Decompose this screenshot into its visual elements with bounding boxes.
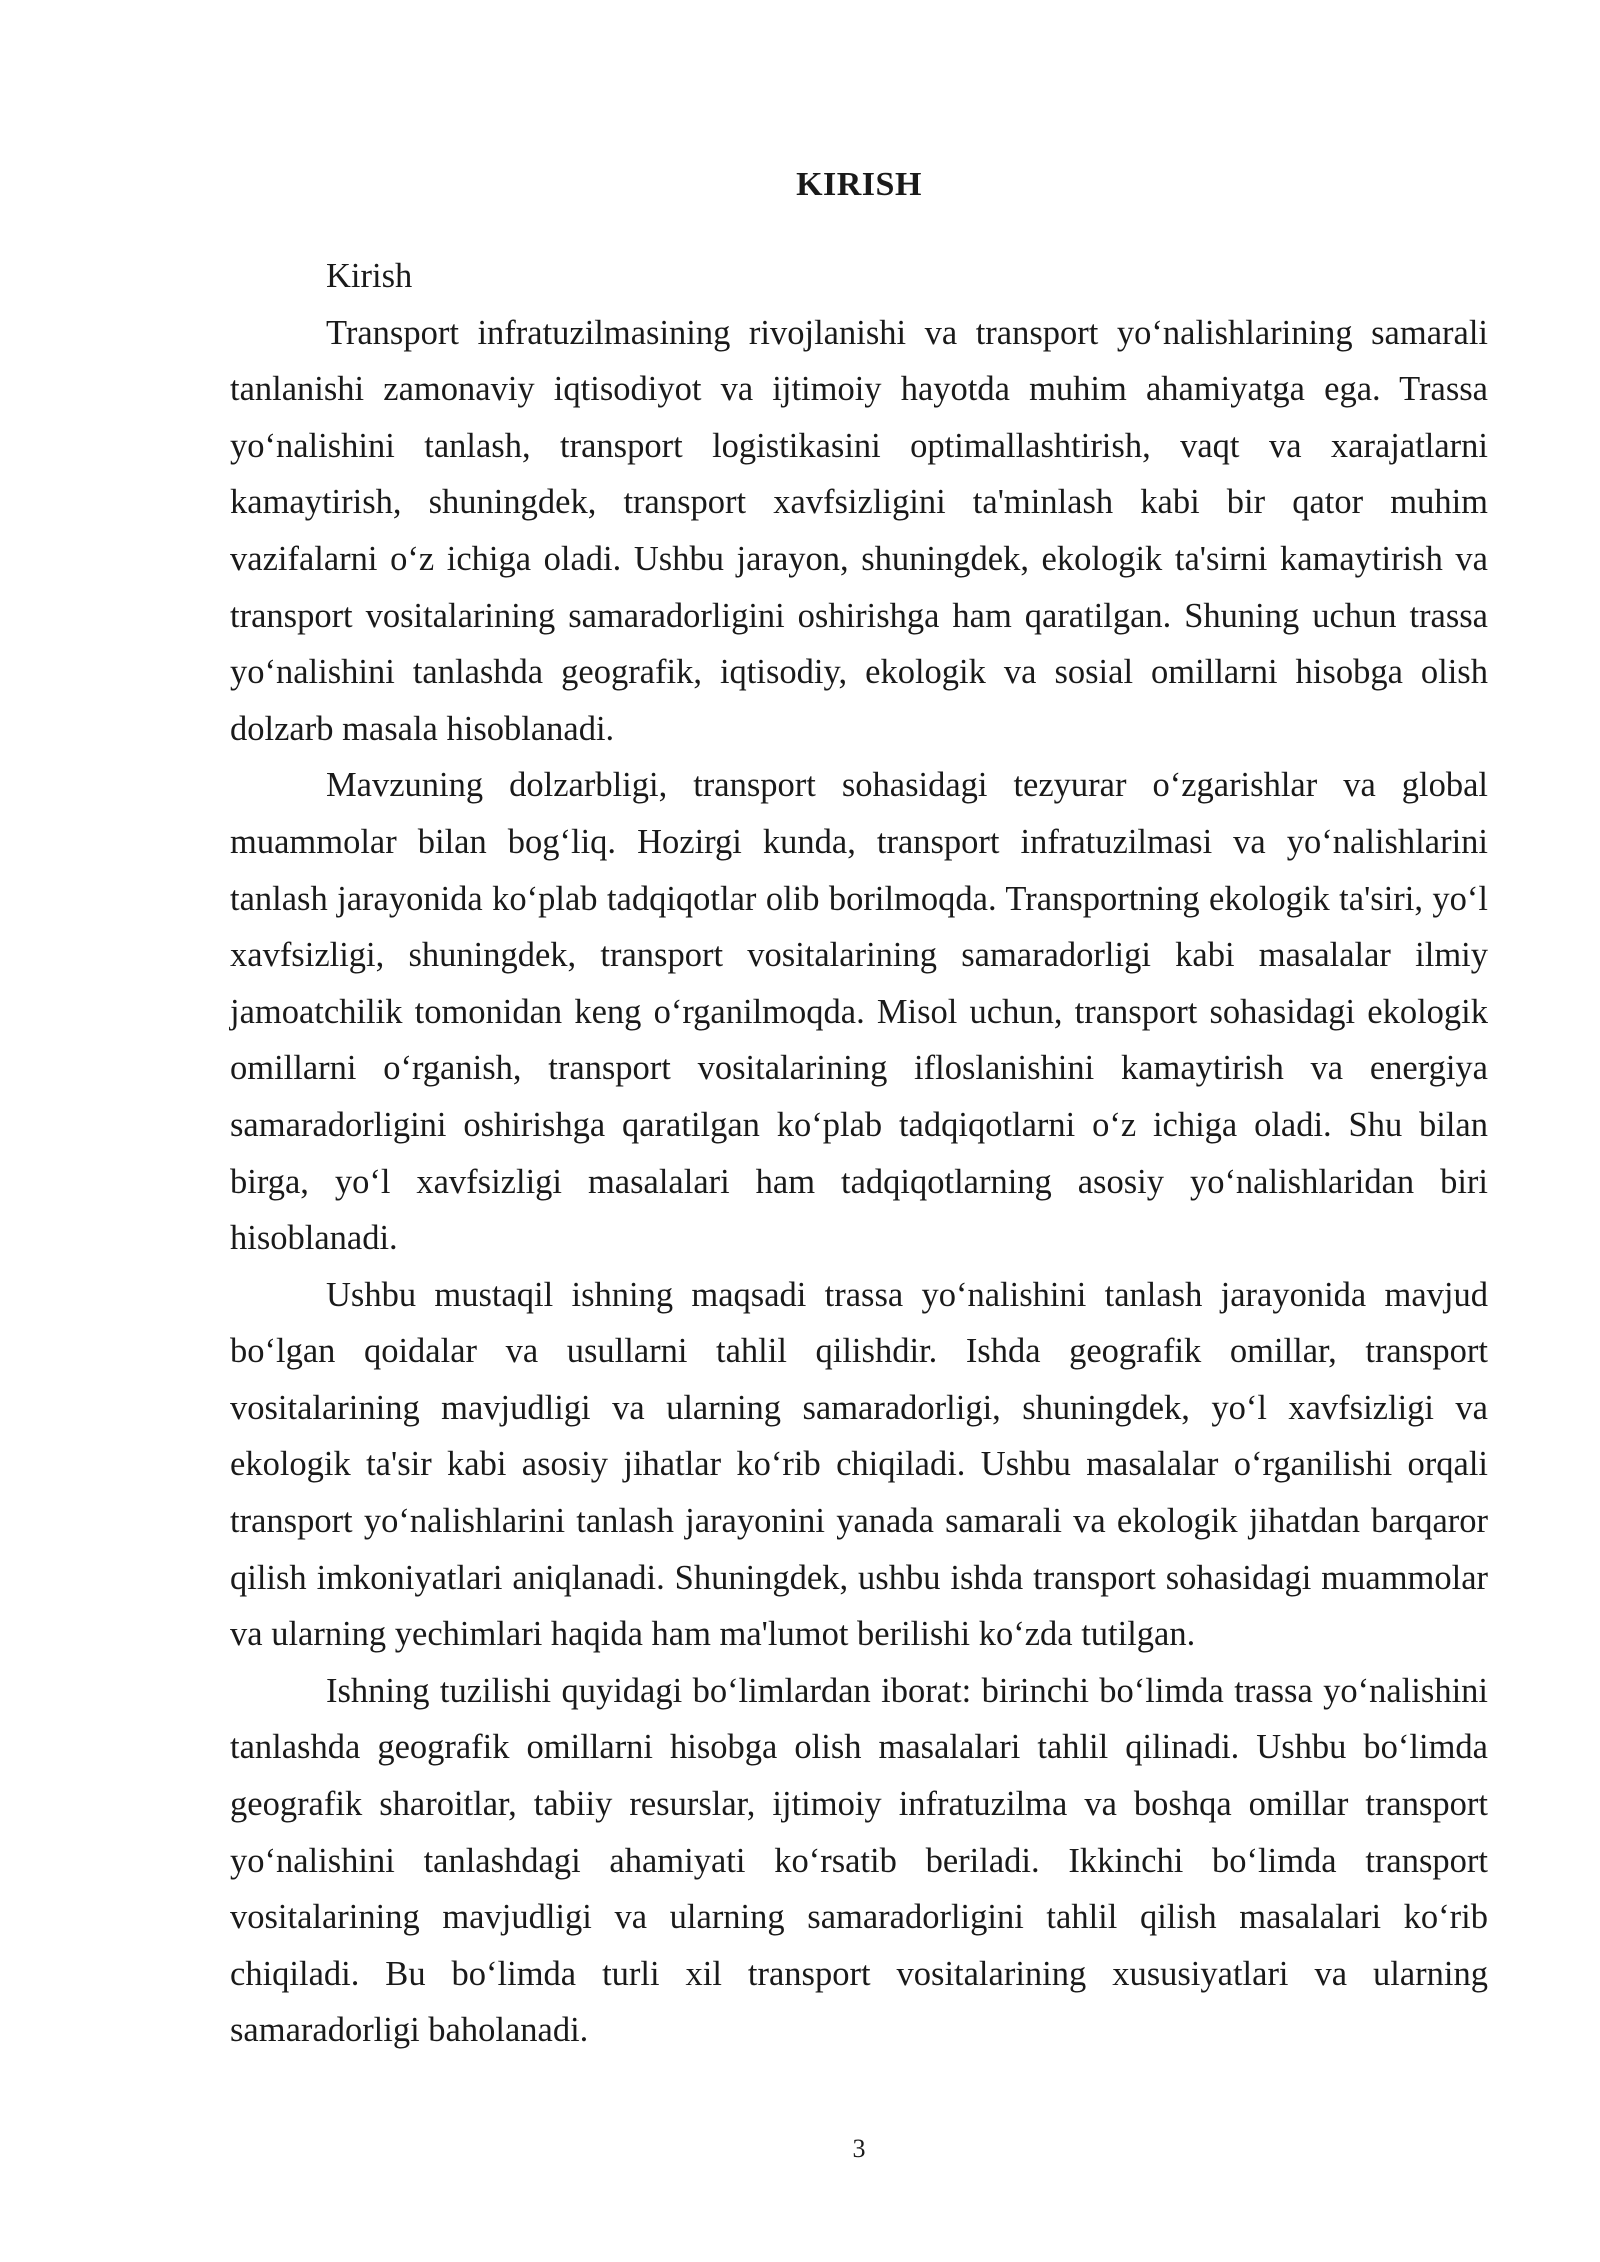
- paragraph-structure: Ishning tuzilishi quyidagi bo‘limlardan iborat: birinchi bo‘limda trassa yo‘nalishini tanlashda geografik omillarni hisobga olish masalalari tahlil qilinadi. Ushbu bo‘limda geografik sharoitlar, tabiiy resurslar, ijtimoiy infratuzilma va boshqa omillar transport yo‘nalishini tanlashdagi ahamiyati ko‘rsatib beriladi. Ikkinchi bo‘limda transport vositalarining mavjudligi va ularning samaradorligini tahlil qilish masalalari ko‘rib chiqiladi. Bu bo‘limda turli xil transport vositalarining xususiyatlari va ularning samaradorligi baholanadi.: [230, 1671, 1488, 2050]
- document-body: [230, 248, 1488, 2059]
- paragraph-relevance: Mavzuning dolzarbligi, transport sohasidagi tezyurar o‘zgarishlar va global muammolar bilan bog‘liq. Hozirgi kunda, transport infratuzilmasi va yo‘nalishlarini tanlash jarayonida ko‘plab tadqiqotlar olib borilmoqda. Transportning ekologik ta'siri, yo‘l xavfsizligi, shuningdek, transport vositalarining samaradorligi kabi masalalar ilmiy jamoatchilik tomonidan keng o‘rganilmoqda. Misol uchun, transport sohasidagi ekologik omillarni o‘rganish, transport vositalarining ifloslanishini kamaytirish va energiya samaradorligini oshirishga qaratilgan ko‘plab tadqiqotlarni o‘z ichiga oladi. Shu bilan birga, yo‘l xavfsizligi masalalari ham tadqiqotlarning asosiy yo‘nalishlaridan biri hisoblanadi.: [230, 766, 1488, 1258]
- page-title: KIRISH: [796, 166, 922, 203]
- section-subheading: Kirish: [326, 257, 413, 295]
- page-number: 3: [852, 2134, 866, 2163]
- paragraph-introduction: Transport infratuzilmasining rivojlanishi va transport yo‘nalishlarining samarali tanlanishi zamonaviy iqtisodiyot va ijtimoiy hayotda muhim ahamiyatga ega. Trassa yo‘nalishini tanlash, transport logistikasini optimallashtirish, vaqt va xarajatlarni kamaytirish, shuningdek, transport xavfsizligini ta'minlash kabi bir qator muhim vazifalarni o‘z ichiga oladi. Ushbu jarayon, shuningdek, ekologik ta'sirni kamaytirish va transport vositalarining samaradorligini oshirishga ham qaratilgan. Shuning uchun trassa yo‘nalishini tanlashda geografik, iqtisodiy, ekologik va sosial omillarni hisobga olish dolzarb masala hisoblanadi.: [230, 313, 1488, 748]
- paragraph-goal: Ushbu mustaqil ishning maqsadi trassa yo‘nalishini tanlash jarayonida mavjud bo‘lgan qoidalar va usullarni tahlil qilishdir. Ishda geografik omillar, transport vositalarining mavjudligi va ularning samaradorligi, shuningdek, yo‘l xavfsizligi va ekologik ta'sir kabi asosiy jihatlar ko‘rib chiqiladi. Ushbu masalalar o‘rganilishi orqali transport yo‘nalishlarini tanlash jarayonini yanada samarali va ekologik jihatdan barqaror qilish imkoniyatlari aniqlanadi. Shuningdek, ushbu ishda transport sohasidagi muammolar va ularning yechimlari haqida ham ma'lumot berilishi ko‘zda tutilgan.: [230, 1275, 1488, 1654]
